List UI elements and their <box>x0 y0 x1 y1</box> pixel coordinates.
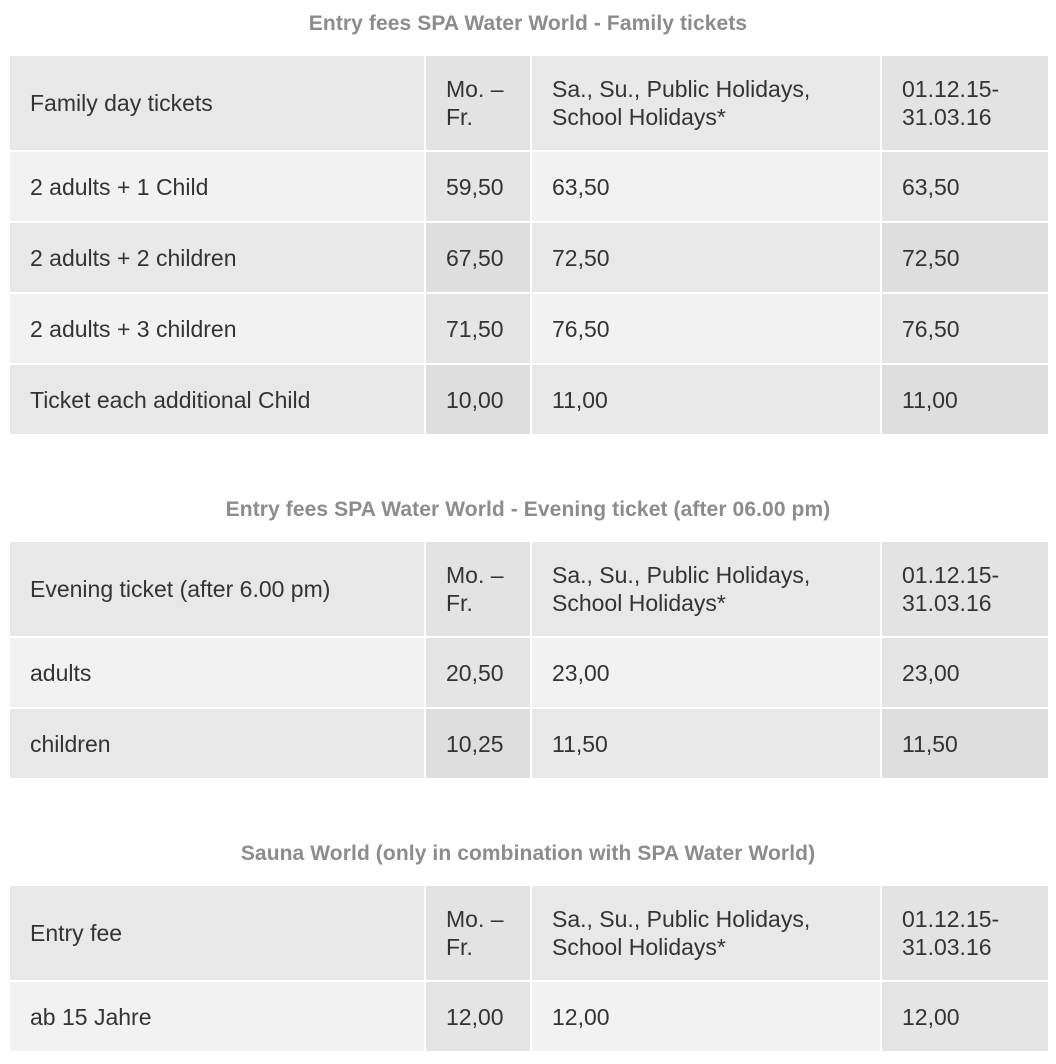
row-label: ab 15 Jahre <box>10 982 424 1051</box>
price-season: 11,50 <box>882 709 1048 778</box>
price-season: 23,00 <box>882 638 1048 707</box>
table-row <box>10 365 1048 434</box>
price-weekday: 20,50 <box>426 638 530 707</box>
table-header-row <box>10 886 1048 980</box>
price-season: 11,00 <box>882 365 1048 434</box>
price-season: 76,50 <box>882 294 1048 363</box>
header-season: 01.12.15-31.03.16 <box>882 56 1048 150</box>
evening-caption: Entry fees SPA Water World - Evening ticket (after 06.00 pm) <box>225 498 831 521</box>
header-weekend: Sa., Su., Public Holidays, School Holidays* <box>532 542 880 636</box>
header-weekday: Mo. – Fr. <box>426 56 530 150</box>
header-weekend: Sa., Su., Public Holidays, School Holidays* <box>532 886 880 980</box>
price-weekend: 23,00 <box>532 638 880 707</box>
price-weekday: 59,50 <box>426 152 530 221</box>
header-weekday: Mo. – Fr. <box>426 886 530 980</box>
price-weekday: 71,50 <box>426 294 530 363</box>
price-weekday: 10,25 <box>426 709 530 778</box>
price-weekday: 12,00 <box>426 982 530 1051</box>
family-fees-table <box>8 54 1050 436</box>
evening-fees-table <box>8 540 1050 780</box>
header-season: 01.12.15-31.03.16 <box>882 886 1048 980</box>
row-label: 2 adults + 3 children <box>10 294 424 363</box>
row-label: adults <box>10 638 424 707</box>
price-weekend: 63,50 <box>532 152 880 221</box>
price-weekend: 11,50 <box>532 709 880 778</box>
row-label: 2 adults + 1 Child <box>10 152 424 221</box>
table-row <box>10 982 1048 1051</box>
row-label: 2 adults + 2 children <box>10 223 424 292</box>
header-season: 01.12.15-31.03.16 <box>882 542 1048 636</box>
header-label: Entry fee <box>10 886 424 980</box>
row-label: children <box>10 709 424 778</box>
header-label: Family day tickets <box>10 56 424 150</box>
price-weekday: 10,00 <box>426 365 530 434</box>
family-caption: Entry fees SPA Water World - Family tickets <box>308 12 748 35</box>
header-label: Evening ticket (after 6.00 pm) <box>10 542 424 636</box>
table-row <box>10 294 1048 363</box>
row-label: Ticket each additional Child <box>10 365 424 434</box>
price-season: 12,00 <box>882 982 1048 1051</box>
sauna-caption: Sauna World (only in combination with SPA Water World) <box>240 842 816 865</box>
header-weekend: Sa., Su., Public Holidays, School Holidays* <box>532 56 880 150</box>
table-header-row <box>10 56 1048 150</box>
table-header-row <box>10 542 1048 636</box>
header-weekday: Mo. – Fr. <box>426 542 530 636</box>
table-row <box>10 152 1048 221</box>
price-weekend: 11,00 <box>532 365 880 434</box>
table-row <box>10 223 1048 292</box>
price-weekday: 67,50 <box>426 223 530 292</box>
price-season: 72,50 <box>882 223 1048 292</box>
table-row <box>10 638 1048 707</box>
price-weekend: 12,00 <box>532 982 880 1051</box>
sauna-fees-table <box>8 884 1050 1053</box>
price-weekend: 72,50 <box>532 223 880 292</box>
table-row <box>10 709 1048 778</box>
price-weekend: 76,50 <box>532 294 880 363</box>
price-season: 63,50 <box>882 152 1048 221</box>
